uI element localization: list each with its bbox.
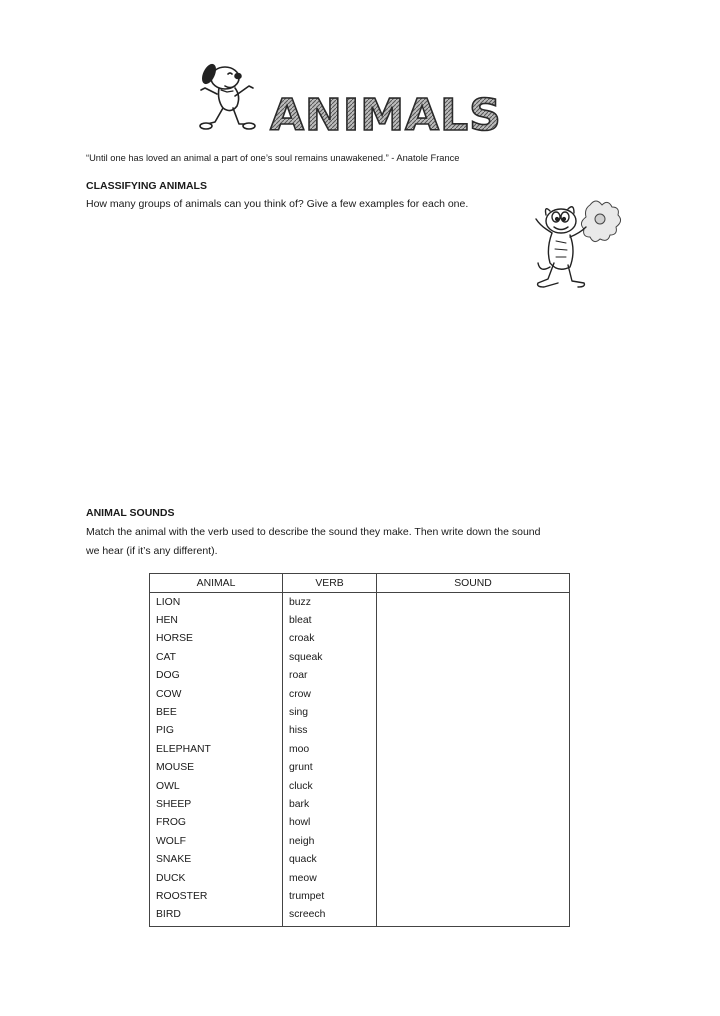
table-header-row [150, 574, 570, 593]
header-sound: SOUND [377, 574, 570, 593]
animal-cell: LION [150, 593, 283, 612]
sound-answer-cell[interactable] [377, 740, 570, 758]
animal-cell: ELEPHANT [150, 740, 283, 758]
table-row [150, 832, 570, 850]
sound-answer-cell[interactable] [377, 703, 570, 721]
verb-cell: hiss [283, 722, 377, 740]
verb-cell: bleat [283, 611, 377, 629]
table-row [150, 740, 570, 758]
section-heading-classifying: CLASSIFYING ANIMALS [86, 180, 207, 192]
waving-cat-illustration [528, 197, 624, 293]
sound-answer-cell[interactable] [377, 722, 570, 740]
table-row [150, 777, 570, 795]
section-heading-sounds: ANIMAL SOUNDS [86, 507, 175, 519]
verb-cell: bark [283, 795, 377, 813]
verb-cell: meow [283, 869, 377, 887]
sound-answer-cell[interactable] [377, 611, 570, 629]
verb-cell: grunt [283, 759, 377, 777]
table-row [150, 667, 570, 685]
table-row [150, 685, 570, 703]
quote-text: “Until one has loved an animal a part of one’s soul remains unawakened.” - Anatole France [86, 153, 460, 163]
table-row [150, 759, 570, 777]
sound-answer-cell[interactable] [377, 759, 570, 777]
animal-cell: PIG [150, 722, 283, 740]
animals-title-art [268, 88, 502, 141]
animal-cell: HORSE [150, 630, 283, 648]
animal-cell: FROG [150, 814, 283, 832]
sound-answer-cell[interactable] [377, 593, 570, 612]
verb-cell: sing [283, 703, 377, 721]
verb-cell: crow [283, 685, 377, 703]
animal-cell: HEN [150, 611, 283, 629]
sound-answer-cell[interactable] [377, 869, 570, 887]
header-animal: ANIMAL [150, 574, 283, 593]
sound-answer-cell[interactable] [377, 648, 570, 666]
table-row [150, 630, 570, 648]
verb-cell: moo [283, 740, 377, 758]
animal-cell: SNAKE [150, 850, 283, 868]
sound-answer-cell[interactable] [377, 667, 570, 685]
dancing-dog-illustration [195, 56, 267, 138]
animal-cell: CAT [150, 648, 283, 666]
animal-sounds-table [149, 573, 570, 927]
table-row [150, 648, 570, 666]
sound-answer-cell[interactable] [377, 630, 570, 648]
sound-answer-cell[interactable] [377, 795, 570, 813]
animal-cell: COW [150, 685, 283, 703]
sounds-instruction-line1: Match the animal with the verb used to describe the sound they make. Then write down the sound [86, 526, 541, 538]
sound-answer-cell[interactable] [377, 850, 570, 868]
sound-answer-cell[interactable] [377, 814, 570, 832]
table-row [150, 795, 570, 813]
sounds-instruction-line2: we hear (if it’s any different). [86, 545, 218, 557]
animal-cell: DUCK [150, 869, 283, 887]
sound-answer-cell[interactable] [377, 832, 570, 850]
svg-text:ANIMALS: ANIMALS [270, 90, 502, 141]
verb-cell: quack [283, 850, 377, 868]
verb-cell: cluck [283, 777, 377, 795]
verb-cell: howl [283, 814, 377, 832]
animal-cell: OWL [150, 777, 283, 795]
verb-cell: screech [283, 906, 377, 927]
animal-cell: WOLF [150, 832, 283, 850]
table-row [150, 593, 570, 612]
table-row [150, 869, 570, 887]
header-verb: VERB [283, 574, 377, 593]
verb-cell: buzz [283, 593, 377, 612]
verb-cell: squeak [283, 648, 377, 666]
table-row [150, 703, 570, 721]
sound-answer-cell[interactable] [377, 887, 570, 905]
verb-cell: roar [283, 667, 377, 685]
table-row [150, 611, 570, 629]
sound-answer-cell[interactable] [377, 685, 570, 703]
animal-cell: BEE [150, 703, 283, 721]
animal-cell: BIRD [150, 906, 283, 927]
animal-cell: ROOSTER [150, 887, 283, 905]
sound-answer-cell[interactable] [377, 777, 570, 795]
table-row [150, 814, 570, 832]
table-row [150, 887, 570, 905]
table-row [150, 906, 570, 927]
animal-cell: MOUSE [150, 759, 283, 777]
sound-answer-cell[interactable] [377, 906, 570, 927]
verb-cell: neigh [283, 832, 377, 850]
verb-cell: trumpet [283, 887, 377, 905]
verb-cell: croak [283, 630, 377, 648]
animal-cell: SHEEP [150, 795, 283, 813]
table-row [150, 722, 570, 740]
classifying-instruction: How many groups of animals can you think of? Give a few examples for each one. [86, 198, 469, 210]
table-row [150, 850, 570, 868]
animal-cell: DOG [150, 667, 283, 685]
